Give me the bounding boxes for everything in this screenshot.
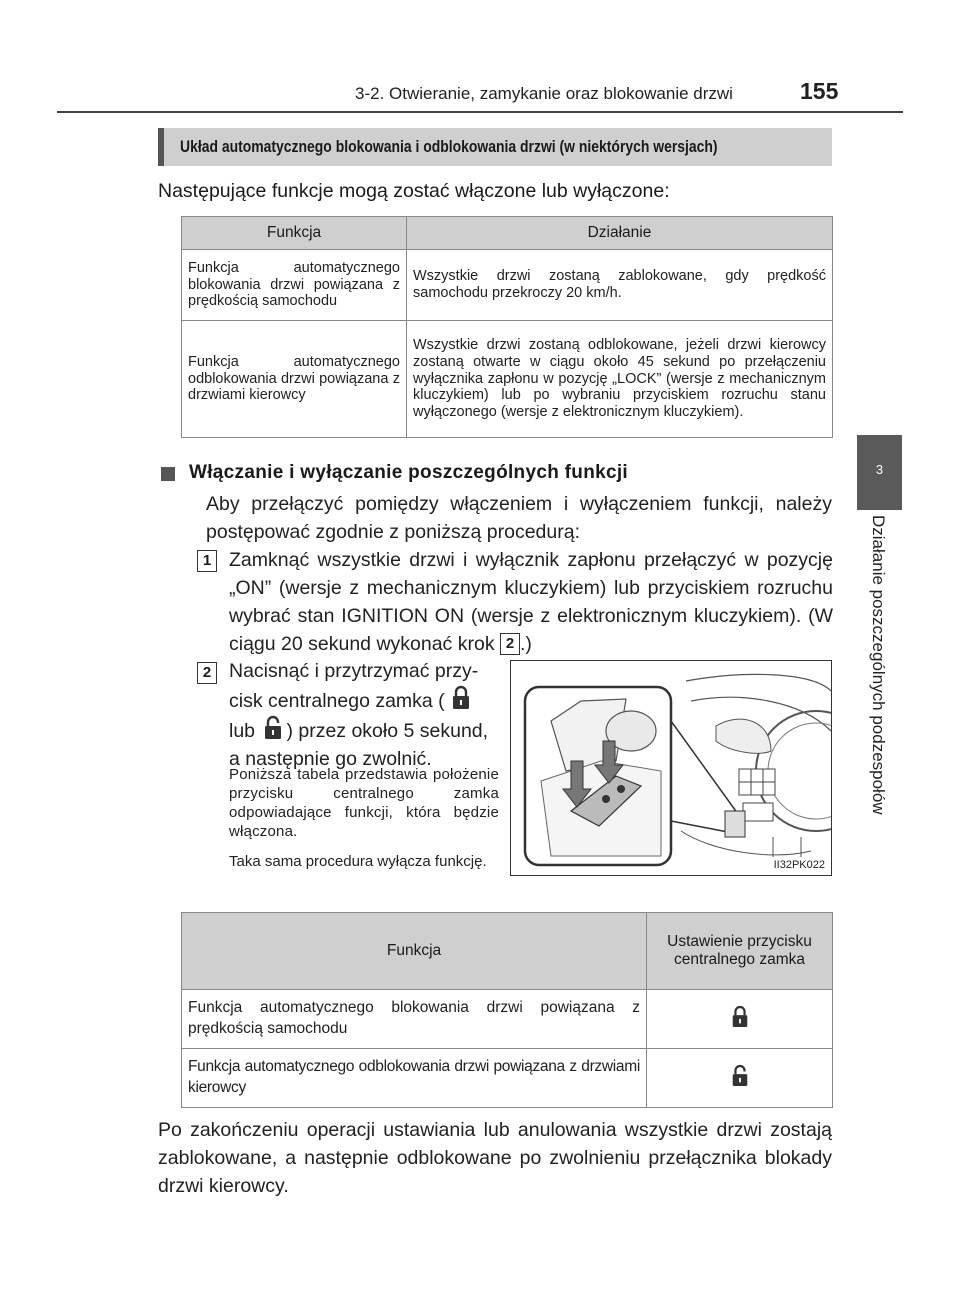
page-number: 155 (800, 78, 839, 104)
table-cell-action: Wszystkie drzwi zostaną odblokowane, jeżeli drzwi kierowcy zostaną otwarte w ciągu około 45 sekund po przełączeniu wyłącznika zapłonu w pozycję „LOCK” (wersje z mechanicznym kluczykiem) lub po wybraniu przyciskiem rozruchu stanu wyłączonego (wersje z elektronicznym kluczykiem). (407, 321, 833, 438)
table-header-function: Funkcja (182, 217, 407, 250)
door-lock-switch-illustration (510, 660, 832, 876)
table-cell-function: Funkcja automatycznego blokowania drzwi powiązana z prędkością samochodu (182, 250, 407, 321)
step-2-line-2 (229, 685, 504, 715)
subsection-title: Włączanie i wyłączanie poszczególnych funkcji (189, 462, 629, 483)
chapter-title: Działanie poszczególnych podzespołów (869, 515, 888, 815)
step-2-line-3a: lub (229, 720, 256, 742)
section-heading-bar (158, 128, 832, 166)
chapter-side-label (868, 515, 888, 865)
step-2-text (229, 657, 504, 773)
header-rule (57, 111, 903, 113)
functions-table (181, 216, 833, 438)
section-title: Układ automatycznego blokowania i odblokowania drzwi (w niektórych wersjach) (180, 137, 718, 156)
chapter-tab: 3 (857, 435, 902, 510)
table-header-row (182, 217, 833, 250)
table-cell-action: Wszystkie drzwi zostaną zablokowane, gdy prędkość samochodu przekroczy 20 km/h. (407, 250, 833, 321)
table-cell-function: Funkcja automatycznego blokowania drzwi powiązana z prędkością samochodu (182, 990, 647, 1049)
lock-icon (450, 685, 472, 711)
table-cell-function: Funkcja automatycznego odblokowania drzwi powiązana z drzwiami kierowcy (182, 1049, 647, 1108)
step-1-text (229, 546, 833, 658)
table-row (182, 990, 833, 1049)
table-header-row (182, 913, 833, 990)
table-header-action: Działanie (407, 217, 833, 250)
step-1-tail: .) (520, 633, 532, 655)
table-header-setting: Ustawienie przycisku centralnego zamka (647, 913, 833, 990)
step-2-line-1: Nacisnąć i przytrzymać przy- (229, 660, 479, 682)
step-2-line-2-text: cisk centralnego zamka ( (229, 690, 445, 712)
step-2-line-3b: ) przez około 5 sekund, (286, 720, 489, 742)
illustration-drawing (511, 661, 832, 876)
step-1-body: Zamknąć wszystkie drzwi i wyłącznik zapłonu przełączyć w pozycję „ON” (wersje z mechanicznym kluczykiem) lub przyciskiem rozruchu wybrać stan IGNITION ON (wersje z elektronicznym kluczykiem). (W ciągu 20 sekund wykonać krok (229, 549, 833, 655)
unlock-icon (730, 1063, 750, 1089)
bullet-square (161, 467, 175, 481)
step-number-1: 1 (197, 550, 217, 572)
lock-setting-table (181, 912, 833, 1108)
step-2-line-4: a następnie go zwolnić. (229, 748, 432, 770)
table-header-function: Funkcja (182, 913, 647, 990)
step-2-note-2: Taka sama procedura wyłącza funkcję. (229, 853, 487, 870)
table-cell-setting (647, 990, 833, 1049)
lock-icon (730, 1004, 750, 1030)
step-ref-2: 2 (500, 633, 520, 655)
running-header: 3-2. Otwieranie, zamykanie oraz blokowanie drzwi (355, 84, 733, 103)
table-cell-setting (647, 1049, 833, 1108)
closing-paragraph: Po zakończeniu operacji ustawiania lub anulowania wszystkie drzwi zostają zablokowane, a następnie odblokowane po zwolnieniu przełącznika blokady drzwi kierowcy. (158, 1119, 832, 1197)
table-row (182, 250, 833, 321)
step-2-line-3 (229, 715, 504, 745)
unlock-icon (262, 715, 284, 741)
table-cell-function: Funkcja automatycznego odblokowania drzwi powiązana z drzwiami kierowcy (182, 321, 407, 438)
intro-text: Następujące funkcje mogą zostać włączone lub wyłączone: (158, 180, 670, 202)
table-row (182, 1049, 833, 1108)
step-number-2: 2 (197, 662, 217, 684)
table-row (182, 321, 833, 438)
figure-code: II32PK022 (773, 859, 825, 871)
subsection-lead: Aby przełączyć pomiędzy włączeniem i wyłączeniem funkcji, należy postępować zgodnie z poniższą procedurą: (206, 493, 832, 543)
step-2-note-1: Poniższa tabela przedstawia położenie przycisku centralnego zamka odpowiadające funkcji, która będzie włączona. (229, 766, 499, 840)
